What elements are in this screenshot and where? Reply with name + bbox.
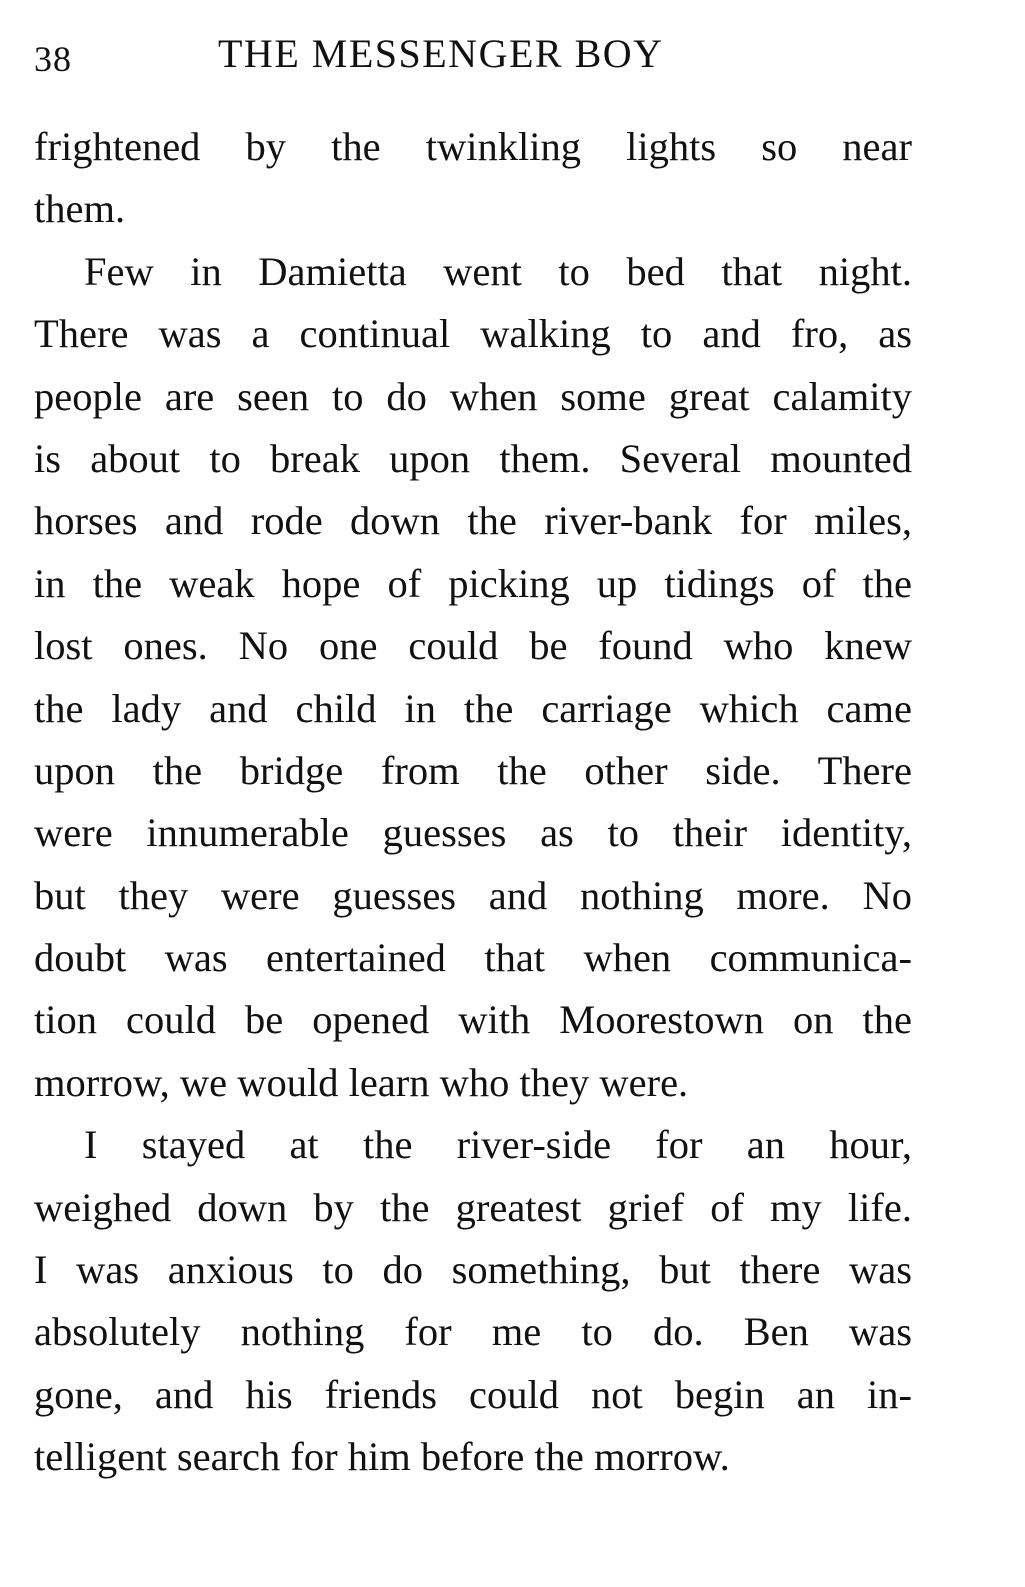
- paragraph-first-line: I stayed at the river-side for an hour,: [84, 1122, 912, 1168]
- page-header: [34, 30, 914, 90]
- text-line: were innumerable guesses as to their identity,: [34, 810, 912, 856]
- page-number: 38: [34, 39, 72, 79]
- text-line: weighed down by the greatest grief of my life.: [34, 1184, 912, 1230]
- text-line: upon the bridge from the other side. There: [34, 747, 912, 793]
- text-line: frightened by the twinkling lights so near: [34, 124, 912, 169]
- text-line: is about to break upon them. Several mounted: [34, 435, 912, 481]
- text-line: the lady and child in the carriage which came: [34, 685, 912, 731]
- text-line: doubt was entertained that when communica-: [34, 935, 912, 981]
- text-line: horses and rode down the river-bank for miles,: [34, 498, 912, 544]
- text-line: There was a continual walking to and fro, as: [34, 311, 912, 357]
- paragraph-first-line: Few in Damietta went to bed that night.: [84, 248, 912, 294]
- running-head: THE MESSENGER BOY: [218, 31, 664, 76]
- text-line: absolutely nothing for me to do. Ben was: [34, 1309, 912, 1355]
- text-line: them.: [34, 186, 126, 232]
- text-line: gone, and his friends could not begin an in-: [34, 1371, 912, 1417]
- text-line: I was anxious to do something, but there was: [34, 1247, 912, 1293]
- text-line: telligent search for him before the morrow.: [34, 1434, 730, 1480]
- text-line: but they were guesses and nothing more. No: [34, 872, 912, 918]
- body-text: [34, 116, 912, 1489]
- text-line: tion could be opened with Moorestown on the: [34, 997, 912, 1043]
- text-line: morrow, we would learn who they were.: [34, 1059, 689, 1105]
- text-line: people are seen to do when some great calamity: [34, 373, 912, 419]
- text-line: in the weak hope of picking up tidings of the: [34, 560, 912, 606]
- text-line: lost ones. No one could be found who knew: [34, 623, 912, 669]
